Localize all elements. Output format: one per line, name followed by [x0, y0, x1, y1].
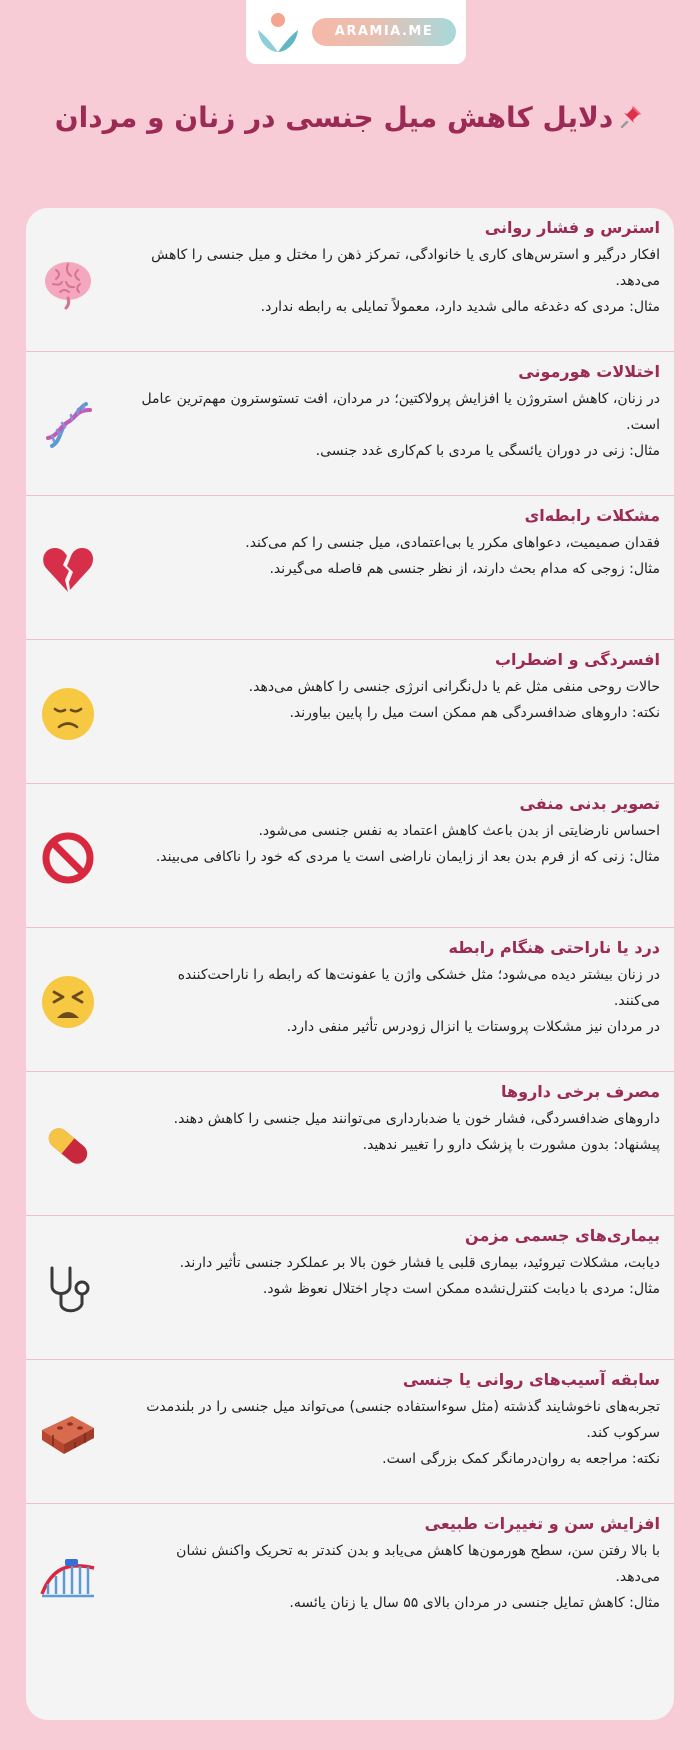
brand-name[interactable]: ARAMIA.ME: [312, 18, 456, 46]
reason-body: احساس نارضایتی از بدن باعث کاهش اعتماد به نفس جنسی می‌شود.: [258, 823, 660, 839]
reason-note: پیشنهاد: بدون مشورت با پزشک دارو را تغییر ندهید.: [362, 1137, 660, 1153]
reason-title: افزایش سن و تغییرات طبیعی: [424, 1514, 660, 1533]
reason-row: [26, 1216, 674, 1360]
reason-note: مثال: زوجی که مدام بحث دارند، از نظر جنسی هم فاصله می‌گیرند.: [269, 561, 660, 577]
reason-title: استرس و فشار روانی: [484, 218, 660, 237]
page-title: [0, 98, 700, 139]
prohibited-icon: [38, 828, 98, 888]
dna-icon: [38, 396, 98, 456]
reason-title: بیماری‌های جسمی مزمن: [465, 1226, 660, 1245]
bricks-icon: [38, 1404, 98, 1464]
reason-note: مثال: زنی در دوران یائسگی یا مردی با کم‌کاری غدد جنسی.: [315, 443, 660, 459]
reason-body: فقدان صمیمیت، دعواهای مکرر یا بی‌اعتمادی، میل جنسی را کم می‌کند.: [245, 535, 660, 551]
tired-face-icon: [38, 972, 98, 1032]
reason-note: مثال: زنی که از فرم بدن بعد از زایمان ناراضی است یا مردی که خود را ناکافی می‌بیند.: [155, 849, 660, 865]
pushpin-icon: [619, 99, 645, 139]
reason-row: [26, 928, 674, 1072]
reason-row: [26, 208, 674, 352]
disappointed-face-icon: [38, 684, 98, 744]
reason-note: نکته: داروهای ضدافسردگی هم ممکن است میل را پایین بیاورند.: [289, 705, 660, 721]
reason-body: تجربه‌های ناخوشایند گذشته (مثل سوءاستفاده جنسی) می‌تواند میل جنسی را در بلندمدت سرکوب کند.: [146, 1399, 660, 1441]
broken-heart-icon: [38, 540, 98, 600]
page-title-text: دلایل کاهش میل جنسی در زنان و مردان: [54, 101, 614, 134]
reason-body: افکار درگیر و استرس‌های کاری یا خانوادگی، تمرکز ذهن را مختل و میل جنسی را کاهش می‌دهد.: [151, 247, 660, 289]
reason-row: [26, 1072, 674, 1216]
reason-body: حالات روحی منفی مثل غم یا دل‌نگرانی انرژی جنسی را کاهش می‌دهد.: [248, 679, 660, 695]
reason-body: داروهای ضدافسردگی، فشار خون یا ضدبارداری می‌توانند میل جنسی را کاهش دهند.: [173, 1111, 660, 1127]
reason-title: سابقه آسیب‌های روانی یا جنسی: [402, 1370, 660, 1389]
reason-body: در زنان، کاهش استروژن یا افزایش پرولاکتین؛ در مردان، افت تستوسترون مهم‌ترین عامل است.: [141, 391, 660, 433]
reasons-card: [26, 208, 674, 1720]
reason-title: مشکلات رابطه‌ای: [524, 506, 660, 525]
reason-row: [26, 496, 674, 640]
brand-header: [246, 0, 466, 64]
roller-coaster-icon: [38, 1548, 98, 1608]
reason-row: [26, 1360, 674, 1504]
reason-row: [26, 640, 674, 784]
reason-title: اختلالات هورمونی: [518, 362, 660, 381]
reason-note: مثال: کاهش تمایل جنسی در مردان بالای ۵۵ سال یا زنان یائسه.: [289, 1595, 660, 1611]
reason-row: [26, 1504, 674, 1648]
reason-note: نکته: مراجعه به روان‌درمانگر کمک بزرگی است.: [382, 1451, 660, 1467]
reason-note: در مردان نیز مشکلات پروستات یا انزال زودرس تأثیر منفی دارد.: [286, 1019, 660, 1035]
reason-title: مصرف برخی داروها: [501, 1082, 660, 1101]
aramia-logo-mark: [252, 6, 304, 58]
reason-note: مثال: مردی با دیابت کنترل‌نشده ممکن است دچار اختلال نعوظ شود.: [262, 1281, 660, 1297]
reason-body: در زنان بیشتر دیده می‌شود؛ مثل خشکی واژن یا عفونت‌ها که رابطه را ناراحت‌کننده می‌کنند.: [177, 967, 660, 1009]
stethoscope-icon: [38, 1260, 98, 1320]
reason-body: دیابت، مشکلات تیروئید، بیماری قلبی یا فشار خون بالا بر عملکرد جنسی تأثیر دارند.: [179, 1255, 660, 1271]
reason-title: تصویر بدنی منفی: [519, 794, 660, 813]
brain-icon: [38, 252, 98, 312]
pill-icon: [38, 1116, 98, 1176]
reason-title: درد یا ناراحتی هنگام رابطه: [448, 938, 660, 957]
reason-note: مثال: مردی که دغدغه مالی شدید دارد، معمولاً تمایلی به رابطه ندارد.: [260, 299, 660, 315]
reason-row: [26, 352, 674, 496]
reason-row: [26, 784, 674, 928]
reason-body: با بالا رفتن سن، سطح هورمون‌ها کاهش می‌یابد و بدن کندتر به تحریک واکنش نشان می‌دهد.: [176, 1543, 660, 1585]
reason-title: افسردگی و اضطراب: [494, 650, 660, 669]
